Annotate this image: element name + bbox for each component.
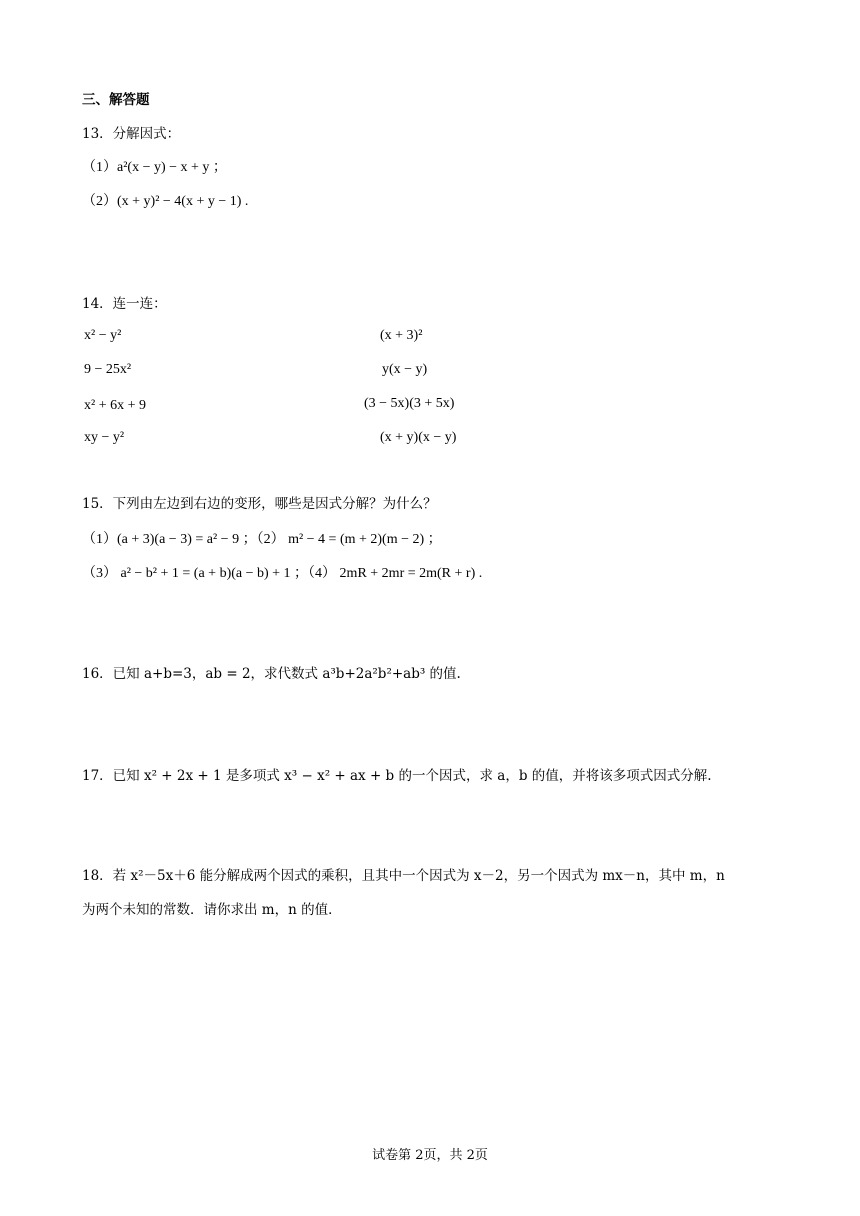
q14-left-1: x² − y² [84,328,122,343]
q18-line-1: 18．若 x²－5x＋6 能分解成两个因式的乘积，且其中一个因式为 x－2，另一个因式为 mx－n，其中 m，n [82,868,725,884]
q14-left-2: 9 − 25x² [84,362,132,377]
q14-stem: 14．连一连： [82,296,167,312]
q14-left-4: xy − y² [84,430,125,445]
q17-text: 17．已知 x² + 2x + 1 是多项式 x³ − x² + ax + b 的一个因式，求 a，b 的值，并将该多项式因式分解. [82,768,712,784]
page-footer: 试卷第 2页，共 2页 [372,1148,488,1163]
q13-item-2: （2）(x + y)² − 4(x + y − 1) . [82,194,249,209]
q15-stem: 15．下列由左边到右边的变形，哪些是因式分解？为什么？ [82,496,437,512]
q13-stem: 13．分解因式： [82,126,181,142]
q15-line-2: （3） a² − b² + 1 = (a + b)(a − b) + 1 ；（4） 2mR + 2mr = 2m(R + r) . [82,566,483,581]
section-title: 三、解答题 [82,92,150,108]
q14-right-3: (3 − 5x)(3 + 5x) [364,396,455,411]
q14-right-1: (x + 3)² [380,328,423,343]
q13-item-1: （1）a²(x − y) − x + y ； [82,160,227,175]
q14-right-2: y(x − y) [382,362,428,377]
q14-right-4: (x + y)(x − y) [380,430,457,445]
q15-line-1: （1）(a + 3)(a − 3) = a² − 9 ；（2） m² − 4 = (m + 2)(m − 2) ； [82,532,442,547]
q14-left-3: x² + 6x + 9 [84,398,146,413]
q18-line-2: 为两个未知的常数．请你求出 m，n 的值． [82,902,342,918]
q16-text: 16．已知 a+b=3，ab = 2，求代数式 a³b+2a²b²+ab³ 的值. [82,666,461,682]
